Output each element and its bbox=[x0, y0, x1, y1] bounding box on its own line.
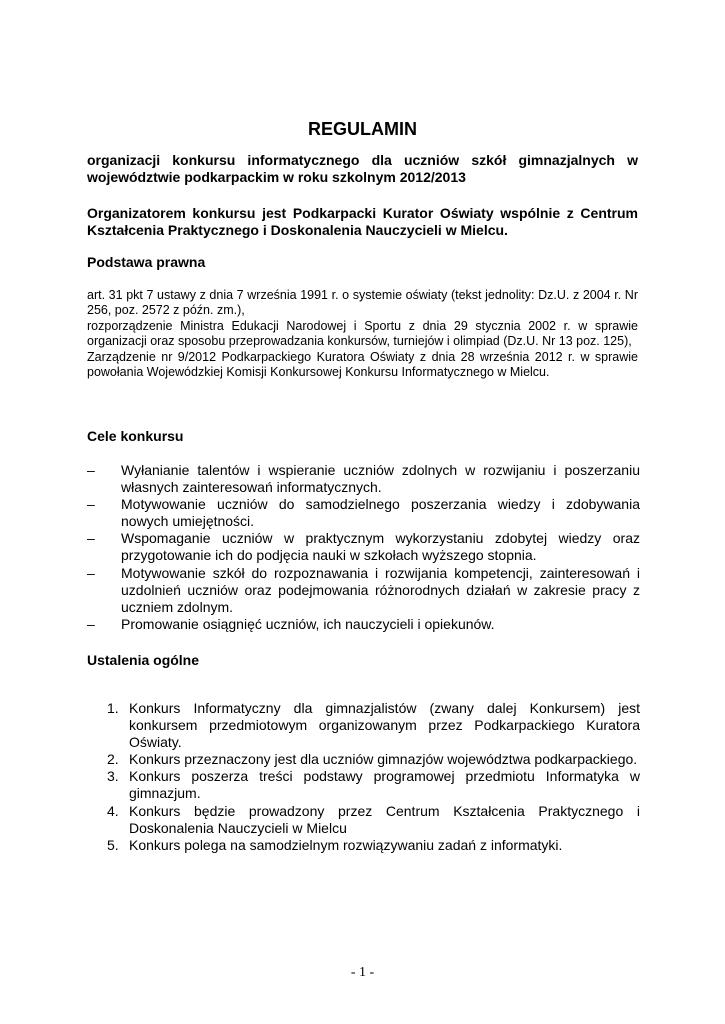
goal-text: Promowanie osiągnięć uczniów, ich nauczycieli i opiekunów. bbox=[121, 615, 495, 632]
general-rules-heading: Ustalenia ogólne bbox=[87, 652, 200, 668]
goal-text: Wyłanianie talentów i wspieranie uczniów zdolnych w rozwijaniu i poszerzaniu własnych zainteresowań informatycznych. bbox=[121, 462, 640, 496]
rule-number: 3. bbox=[107, 768, 119, 785]
rule-item bbox=[107, 751, 640, 768]
rule-item bbox=[107, 803, 640, 837]
legal-basis-heading: Podstawa prawna bbox=[87, 254, 206, 270]
goal-text: Motywowanie szkół do rozpoznawania i rozwijania kompetencji, zainteresowań i uzdolnień uczniów oraz podejmowania różnorodnych działań w zakresie pracy z uczniem zdolnym. bbox=[121, 564, 640, 615]
rule-text: Konkurs Informatyczny dla gimnazjalistów (zwany dalej Konkursem) jest konkursem przedmiotowym organizowanym przez Podkarpackiego Kuratora Oświaty. bbox=[129, 700, 640, 751]
dash-bullet: – bbox=[87, 496, 95, 513]
rule-item bbox=[107, 837, 640, 854]
document-title: REGULAMIN bbox=[308, 119, 417, 139]
legal-basis-item: Zarządzenie nr 9/2012 Podkarpackiego Kuratora Oświaty z dnia 28 września 2012 r. w sprawie powołania Wojewódzkiej Komisji Konkursowej Konkursu Informatycznego w Mielcu. bbox=[87, 349, 638, 380]
page-number: - 1 - bbox=[350, 965, 375, 980]
goal-item bbox=[87, 496, 640, 530]
dash-bullet: – bbox=[87, 530, 95, 547]
goals-list bbox=[87, 462, 640, 633]
rule-text: Konkurs polega na samodzielnym rozwiązywaniu zadań z informatyki. bbox=[129, 836, 563, 853]
rule-item bbox=[107, 768, 640, 802]
goals-heading: Cele konkursu bbox=[87, 428, 184, 444]
rule-number: 1. bbox=[107, 700, 119, 716]
rule-number: 5. bbox=[107, 836, 119, 853]
goal-item bbox=[87, 530, 640, 564]
organizer-statement: Organizatorem konkursu jest Podkarpacki Kurator Oświaty wspólnie z Centrum Kształcenia Praktycznego i Doskonalenia Nauczycieli w Mielcu. bbox=[87, 205, 638, 238]
legal-basis-list bbox=[87, 288, 638, 380]
dash-bullet: – bbox=[87, 564, 95, 581]
legal-basis-item: rozporządzenie Ministra Edukacji Narodowej i Sportu z dnia 29 stycznia 2002 r. w sprawie organizacji oraz sposobu przeprowadzania konkursów, turniejów i olimpiad (Dz.U. Nr 13 poz. 125), bbox=[87, 318, 638, 349]
document-subtitle: organizacji konkursu informatycznego dla uczniów szkół gimnazjalnych w województwie podkarpackim w roku szkolnym 2012/2013 bbox=[87, 152, 638, 185]
dash-bullet: – bbox=[87, 615, 95, 632]
goal-text: Motywowanie uczniów do samodzielnego poszerzania wiedzy i zdobywania nowych umiejętności. bbox=[121, 496, 640, 530]
goal-text: Wspomaganie uczniów w praktycznym wykorzystaniu zdobytej wiedzy oraz przygotowanie ich do podjęcia nauki w szkołach wyższego stopnia. bbox=[121, 530, 640, 564]
legal-basis-item: art. 31 pkt 7 ustawy z dnia 7 września 1991 r. o systemie oświaty (tekst jednolity: Dz.U. z 2004 r. Nr 256, poz. 2572 z późn. zm.), bbox=[87, 288, 638, 318]
goal-item bbox=[87, 616, 640, 633]
rule-number: 2. bbox=[107, 751, 119, 768]
rule-item bbox=[107, 700, 640, 751]
general-rules-list bbox=[107, 700, 640, 854]
goal-item bbox=[87, 565, 640, 616]
rule-text: Konkurs poszerza treści podstawy programowej przedmiotu Informatyka w gimnazjum. bbox=[129, 768, 640, 802]
rule-text: Konkurs będzie prowadzony przez Centrum Kształcenia Praktycznego i Doskonalenia Nauczycieli w Mielcu bbox=[129, 802, 640, 836]
rule-number: 4. bbox=[107, 802, 119, 819]
rule-text: Konkurs przeznaczony jest dla uczniów gimnazjów województwa podkarpackiego. bbox=[129, 751, 638, 768]
goal-item bbox=[87, 462, 640, 496]
dash-bullet: – bbox=[87, 462, 95, 478]
